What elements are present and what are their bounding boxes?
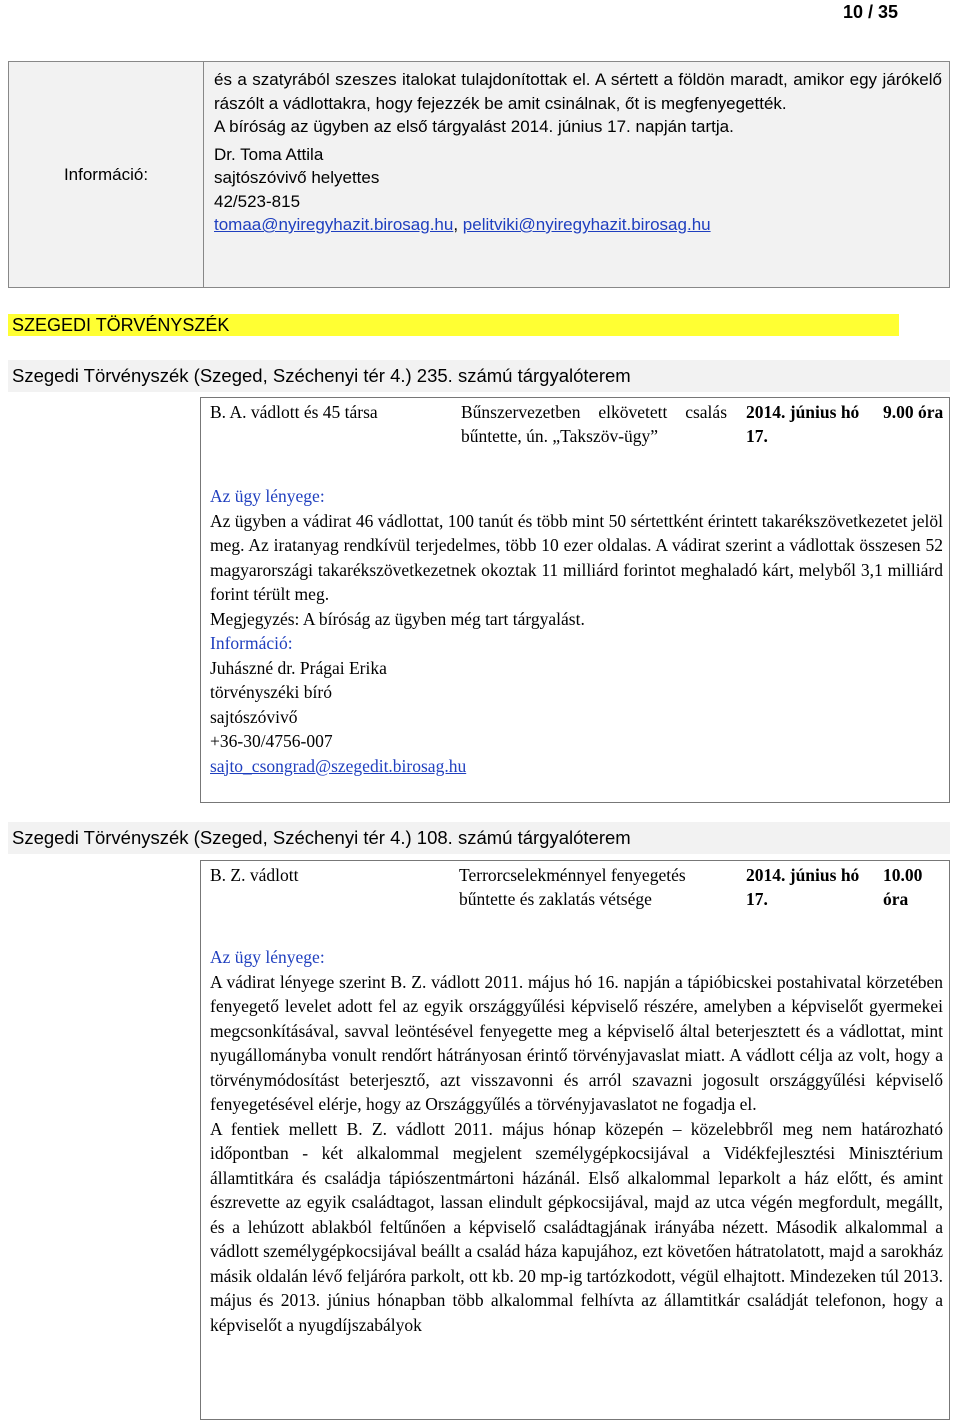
contact-role: sajtószóvivő helyettes xyxy=(214,168,380,187)
contact-phone: 42/523-815 xyxy=(214,191,301,211)
hall-title: Szegedi Törvényszék (Szeged, Széchenyi tér 4.) 108. számú tárgyalóterem xyxy=(8,822,950,854)
email-link[interactable]: sajto_csongrad@szegedit.birosag.hu xyxy=(210,755,467,776)
note: Megjegyzés: A bíróság az ügyben még tart tárgyalást. xyxy=(210,608,585,629)
email-link[interactable]: pelitviki@nyiregyhazit.birosag.hu xyxy=(462,215,711,234)
info-table xyxy=(8,61,950,288)
court-header: SZEGEDI TÖRVÉNYSZÉK xyxy=(8,314,899,336)
essence-paragraph: A fentiek mellett B. Z. vádlott 2011. május hónap közepén – közelebbről meg nem határozható időpontban - két alkalommal megjelent személygépkocsijával a Vidékfejlesztési Minisztérium államtitkára és családja tápiószentmártoni házánál. Első alkalommal leparkolt a ház előtt, és amint észrevette az egyik családtagot, lassan elindult gépkocsijával, majd az utca végén megfordult, megállt, és a lehúzott ablakból feltűnően a képviselő családtagjának irányába nézett. Második alkalommal a vádlott személygépkocsijával beállt a család háza kapujához, ezt követően hátratolatott, majd a sarokház másik oldalán lévő feljáróra parkolt, ott kb. 20 mp-ig tartózkodott, végül elhajtott. Mindezeken túl 2013. május és 2013. június hónapban több alkalommal felhívta az államtitkár családját telefonon, hogy a képviselőt a nyugdíjszabályok xyxy=(210,1118,943,1335)
hearing-time: 9.00 óra xyxy=(883,402,944,422)
hearing-time: 10.00 óra xyxy=(883,865,923,909)
info-label: Információ: xyxy=(210,633,293,653)
hearing-date: 2014. június hó 17. xyxy=(746,402,860,446)
defendant: B. A. vádlott és 45 társa xyxy=(210,402,378,422)
essence-label: Az ügy lényege: xyxy=(210,947,325,967)
essence-paragraph: A vádirat lényege szerint B. Z. vádlott 2011. május hó 16. napján a tápióbicskei postahivatal körzetében fenyegető levelet adott fel az egyik országgyűlési képviselő részére, amelyben a képviselőt gyermekei megcsonkításával, savval leöntésével fenyegette meg a képviselő által beterjesztett és a vádlottat, mint nyugállományba vonult rendőrt hátrányosan érintő törvényjavaslat miatt. A vádlott célja az volt, hogy a törvénymódosítást beterjesztő, azt visszavonni és arról szavazni jogosult országgyűlési képviselő fenyegetésével elérje, hogy az Országgyűlés a törvényjavaslatot ne fogadja el. xyxy=(210,971,943,1114)
contact-emails xyxy=(214,213,942,237)
defendant: B. Z. vádlott xyxy=(210,865,299,885)
hall-title: Szegedi Törvényszék (Szeged, Széchenyi tér 4.) 235. számú tárgyalóterem xyxy=(8,360,950,392)
case-card xyxy=(200,860,950,1420)
info-content xyxy=(214,68,942,237)
essence-label: Az ügy lényege: xyxy=(210,486,325,506)
contact-role: sajtószóvivő xyxy=(210,706,298,727)
contact-phone: +36-30/4756-007 xyxy=(210,731,333,751)
info-label: Információ: xyxy=(9,62,204,287)
essence-text: Az ügyben a vádirat 46 vádlottat, 100 tanút és több mint 50 sértettként érintett takarékszövetkezetet jelöl meg. Az iratanyag rendkívül terjedelmes, több 10 ezer oldalas. A vádirat szerint a vádlottak összesen 52 magyarországi takarékszövetkezetnek okoztak 11 milliárd forintot meghaladó kárt, melyből 3,1 milliárd forint térült meg. xyxy=(210,510,943,604)
case-card xyxy=(200,397,950,803)
info-paragraph: és a szatyrából szeszes italokat tulajdonítottak el. A sértett a földön maradt, amikor egy járókelő rászólt a vádlottakra, hogy fejezzék be amit csinálnak, őt is megfenyegették. xyxy=(214,70,942,113)
hearing-date: 2014. június hó 17. xyxy=(746,865,860,909)
contact-name: Juhászné dr. Prágai Erika xyxy=(210,657,387,678)
case-description xyxy=(210,484,943,778)
charge: Bűnszervezetben elkövetett csalás bűntette, ún. „Takszöv-ügy” xyxy=(461,402,727,446)
hearing-date-sentence: A bíróság az ügyben az első tárgyalást 2014. június 17. napján tartja. xyxy=(214,117,734,136)
case-description xyxy=(210,945,943,1337)
contact-role: törvényszéki bíró xyxy=(210,682,332,702)
email-link[interactable]: tomaa@nyiregyhazit.birosag.hu xyxy=(214,215,454,234)
page-number: 10 / 35 xyxy=(842,2,898,22)
email-separator: , xyxy=(453,215,463,234)
charge: Terrorcselekménnyel fenyegetés bűntette és zaklatás vétsége xyxy=(459,865,686,909)
contact-name: Dr. Toma Attila xyxy=(214,144,324,164)
